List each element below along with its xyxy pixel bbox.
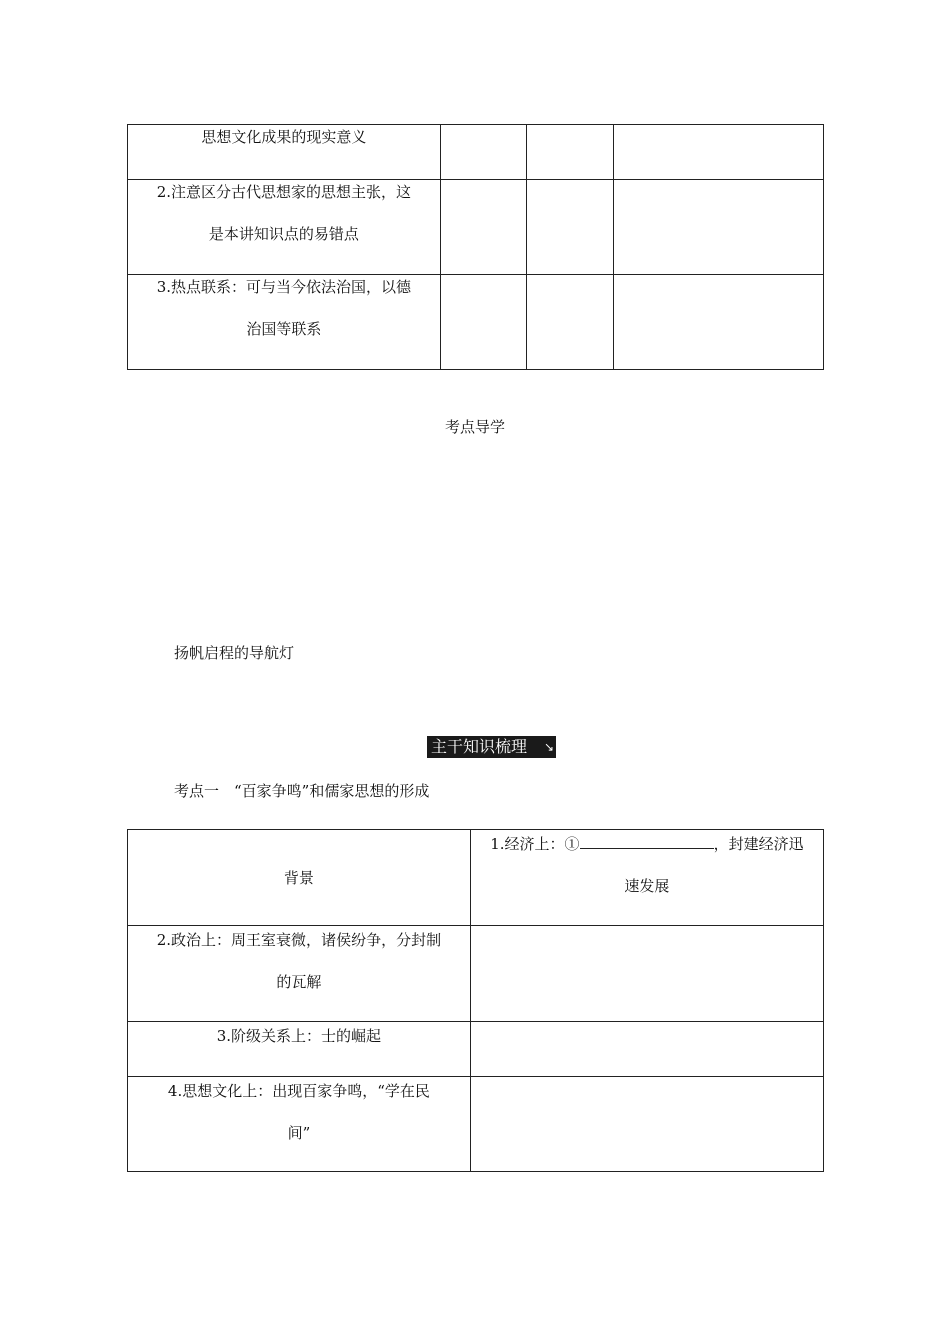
table-cell — [470, 830, 823, 926]
empty-cell — [470, 926, 823, 1022]
subtitle: 扬帆启程的导航灯 — [174, 644, 295, 662]
answer-blank — [580, 834, 714, 849]
topic-heading: 考点一 “百家争鸣”和儒家思想的形成 — [174, 782, 430, 800]
cell-line: 2.注意区分古代思想家的思想主张，这 — [156, 183, 412, 201]
culture-line: 4.思想文化上：出现百家争鸣，“学在民 — [167, 1082, 430, 1100]
table-cell — [128, 180, 441, 275]
arrow-down-right-icon: ↘ — [543, 740, 554, 754]
politics-line-2: 的瓦解 — [276, 973, 322, 991]
background-label: 背景 — [283, 868, 314, 887]
section-title: 考点导学 — [444, 418, 505, 436]
table-cell — [128, 926, 471, 1022]
class-line: 3.阶级关系上：士的崛起 — [216, 1027, 382, 1045]
economy-suffix: ，封建经济迅 — [713, 835, 804, 853]
empty-cell — [440, 125, 527, 180]
economy-line — [471, 821, 823, 867]
top-table — [127, 124, 824, 370]
table-row — [128, 180, 824, 275]
empty-cell — [527, 125, 614, 180]
empty-cell — [470, 1077, 823, 1172]
background-table — [127, 829, 824, 1172]
cell-line: 是本讲知识点的易错点 — [208, 225, 359, 243]
economy-prefix: 1.经济上：① — [490, 835, 580, 853]
table-cell — [128, 830, 471, 926]
politics-line: 2.政治上：周王室衰微，诸侯纷争，分封制 — [156, 931, 442, 949]
economy-line-2: 速发展 — [624, 877, 670, 895]
banner-label: 主干知识梳理 — [431, 737, 528, 756]
cell-line: 思想文化成果的现实意义 — [201, 128, 367, 146]
knowledge-banner — [427, 736, 556, 758]
culture-line-2: 间” — [287, 1124, 311, 1142]
table-row — [128, 830, 824, 926]
table-row — [128, 1077, 824, 1172]
empty-cell — [613, 125, 823, 180]
empty-cell — [527, 180, 614, 275]
table-cell — [128, 1077, 471, 1172]
empty-cell — [440, 275, 527, 370]
table-row — [128, 926, 824, 1022]
table-cell — [128, 275, 441, 370]
empty-cell — [470, 1022, 823, 1077]
cell-line: 3.热点联系：可与当今依法治国，以德 — [156, 278, 412, 296]
table-row — [128, 275, 824, 370]
empty-cell — [527, 275, 614, 370]
empty-cell — [613, 180, 823, 275]
empty-cell — [440, 180, 527, 275]
cell-line: 治国等联系 — [246, 320, 322, 338]
empty-cell — [613, 275, 823, 370]
